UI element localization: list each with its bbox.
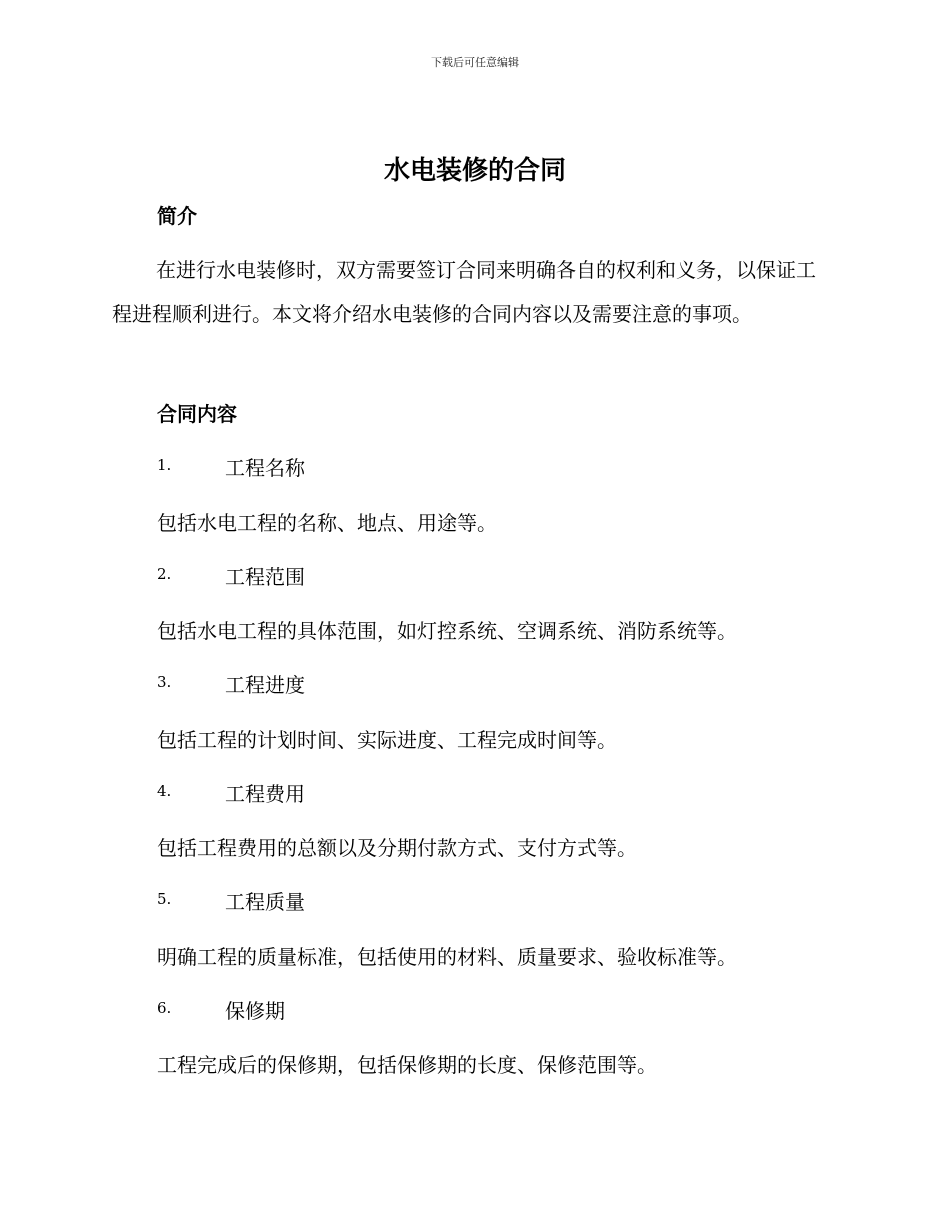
item-label: 工程进度	[225, 673, 305, 697]
item-label: 保修期	[225, 999, 285, 1023]
list-item-1	[157, 452, 837, 482]
list-item-4	[157, 778, 837, 808]
item-number: 3.	[157, 673, 172, 691]
item-description-2: 包括水电工程的具体范围，如灯控系统、空调系统、消防系统等。	[157, 619, 737, 643]
list-item-5	[157, 886, 837, 916]
item-number: 5.	[157, 890, 172, 908]
item-number: 4.	[157, 782, 172, 800]
list-item-3	[157, 669, 837, 699]
list-item-2	[157, 561, 837, 591]
item-description-3: 包括工程的计划时间、实际进度、工程完成时间等。	[157, 728, 617, 752]
list-item-6	[157, 995, 837, 1025]
item-label: 工程范围	[225, 565, 305, 589]
item-description-5: 明确工程的质量标准，包括使用的材料、质量要求、验收标准等。	[157, 945, 737, 969]
item-number: 1.	[157, 456, 172, 474]
section-heading-content: 合同内容	[157, 402, 237, 426]
item-description-1: 包括水电工程的名称、地点、用途等。	[157, 511, 497, 535]
item-description-6: 工程完成后的保修期，包括保修期的长度、保修范围等。	[157, 1053, 657, 1077]
item-label: 工程费用	[225, 782, 305, 806]
document-title: 水电装修的合同	[383, 156, 566, 186]
item-label: 工程质量	[225, 890, 305, 914]
item-number: 6.	[157, 999, 172, 1017]
intro-paragraph: 在进行水电装修时，双方需要签订合同来明确各自的权利和义务，以保证工程进程顺利进行。本文将介绍水电装修的合同内容以及需要注意的事项。	[112, 258, 816, 326]
item-description-4: 包括工程费用的总额以及分期付款方式、支付方式等。	[157, 836, 637, 860]
header-note: 下载后可任意编辑	[431, 56, 519, 69]
item-number: 2.	[157, 565, 172, 583]
section-heading-intro: 简介	[157, 204, 197, 228]
item-label: 工程名称	[225, 456, 305, 480]
